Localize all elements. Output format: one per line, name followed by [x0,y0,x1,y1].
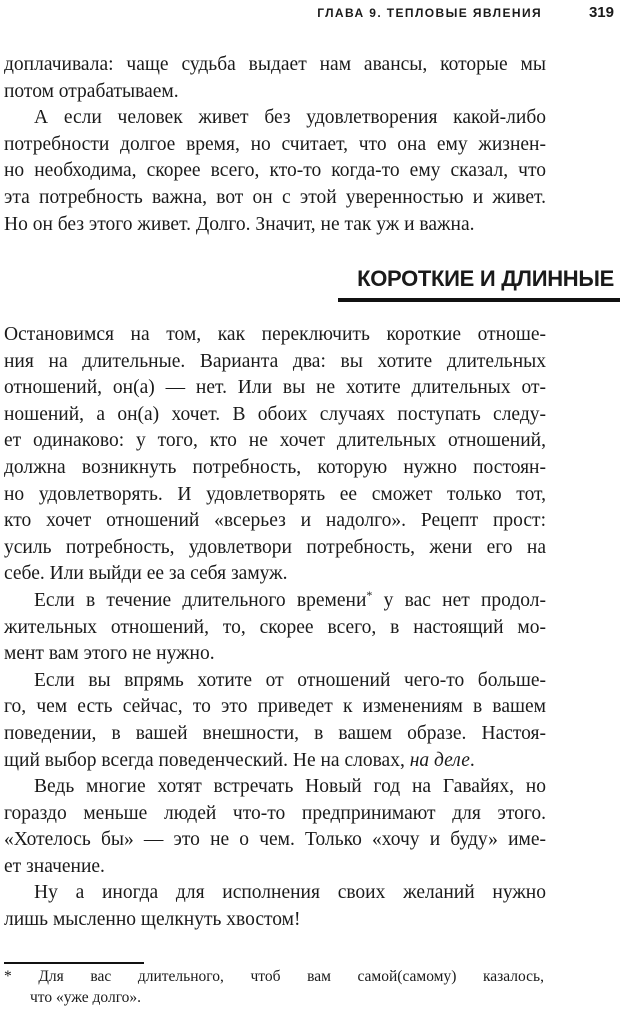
text-line: отношений, он(а) — нет. Или вы не хотите длительных от- [4,377,546,399]
heading-underline [338,298,620,302]
text-line: Но он без этого живет. Долго. Значит, не так уж и важна. [4,213,475,235]
text-line: Ну а иногда для исполнения своих желаний нужно [34,882,546,904]
text-line: потребности долгое время, но считает, что она ему жизнен- [4,133,546,155]
text-line: го, чем есть сейчас, то это приведет к изменениям в вашем [4,696,546,718]
section-heading: КОРОТКИЕ И ДЛИННЫЕ [357,266,614,291]
page-number: 319 [588,4,614,21]
text-line: ет одинаково: у того, кто не хочет длительных отношений, [4,430,546,452]
text-line: лишь мысленно щелкнуть хвостом! [4,909,301,931]
text-line: себе. Или выйди ее за себя замуж. [4,563,288,585]
text-line: ношений, а он(а) хочет. В обоих случаях поступать следу- [4,403,546,425]
text-line: должна возникнуть потребность, которую нужно постоян- [4,456,546,478]
text-line: жительных отношений, то, скорее всего, в настоящий мо- [4,616,546,638]
text-line [4,588,546,615]
text-line: усиль потребность, удовлетвори потребность, жени его на [4,536,546,558]
page-header [0,0,620,26]
text-fragment: . [469,749,475,771]
text-line: Ведь многие хотят встречать Новый год на Гавайях, но [34,776,546,798]
text-line: ния на длительные. Варианта два: вы хотите длительных [4,350,546,372]
text-line: мент вам этого не нужно. [4,643,215,665]
footnote [4,966,544,1008]
text-line: поведении, в вашей внешности, в вашем образе. Настоя- [4,722,546,744]
text-line: потом отрабатываем. [4,80,179,102]
text-fragment: у вас нет продол- [372,589,547,611]
text-line: кто хочет отношений «всерьез и надолго». Рецепт прост: [4,510,546,532]
text-line: но удовлетворять. И удовлетворять ее сможет только тот, [4,483,546,505]
footnote-marker: * [366,587,373,602]
text-line: гораздо меньше людей что-то предпринимают для этого. [4,802,546,824]
footnote-line: что «уже долго». [30,989,142,1006]
text-line: но необходима, скорее всего, кто-то когда-то ему сказал, что [4,160,546,182]
text-line: «Хотелось бы» — это не о чем. Только «хочу и буду» име- [4,829,546,851]
text-line: Остановимся на том, как переключить короткие отноше- [4,324,546,345]
text-fragment: щий выбор всегда поведенческий. Не на словах, [4,749,410,771]
footnote-line: * Для вас длительного, чтоб вам самой(самому) казалось, [4,968,544,985]
intro-text [4,52,546,238]
text-fragment: Если в течение длительного времени [34,589,367,611]
emphasis-text: на деле [409,749,470,771]
text-line: доплачивала: чаще судьба выдает нам авансы, которые мы [4,54,546,75]
section-text [4,322,546,934]
text-line: ет значение. [4,855,105,877]
text-line: эта потребность важна, вот он с этой уверенностью и живет. [4,186,546,208]
running-head: ГЛАВА 9. ТЕПЛОВЫЕ ЯВЛЕНИЯ [317,6,542,20]
text-line: А если человек живет без удовлетворения какой-либо [34,107,546,129]
text-line [4,748,546,775]
footnote-separator [4,962,144,964]
text-line: Если вы впрямь хотите от отношений чего-то больше- [34,669,546,691]
